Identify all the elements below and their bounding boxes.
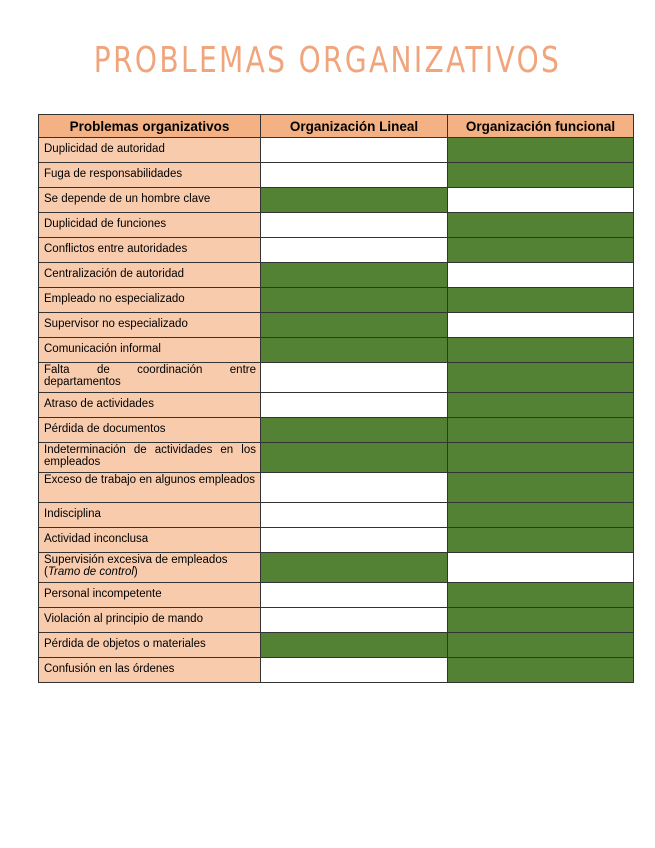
problem-cell: [39, 263, 261, 288]
problem-label: Indeterminación de actividades en los empleados: [44, 444, 256, 468]
problem-label: Duplicidad de autoridad: [44, 143, 165, 155]
table-row: [39, 338, 634, 363]
table-row: [39, 553, 634, 583]
problem-label: Empleado no especializado: [44, 293, 185, 305]
problem-cell: [39, 658, 261, 683]
funcional-cell: [448, 633, 634, 658]
lineal-cell: [261, 363, 448, 393]
problem-cell: [39, 363, 261, 393]
lineal-cell: [261, 393, 448, 418]
funcional-cell: [448, 443, 634, 473]
table-row: [39, 213, 634, 238]
problem-label: Exceso de trabajo en algunos empleados: [44, 474, 255, 486]
problem-label: Confusión en las órdenes: [44, 663, 175, 675]
table-row: [39, 528, 634, 553]
problem-cell: [39, 503, 261, 528]
problem-note: Tramo de control: [47, 566, 134, 578]
table-row: [39, 238, 634, 263]
lineal-cell: [261, 443, 448, 473]
lineal-cell: [261, 553, 448, 583]
table-row: [39, 658, 634, 683]
lineal-cell: [261, 473, 448, 503]
lineal-cell: [261, 138, 448, 163]
problem-label: Atraso de actividades: [44, 398, 154, 410]
problem-cell: [39, 213, 261, 238]
problems-table: [38, 114, 634, 683]
lineal-cell: [261, 188, 448, 213]
table-row: [39, 313, 634, 338]
table-body: [39, 138, 634, 683]
lineal-cell: [261, 528, 448, 553]
problem-label: Personal incompetente: [44, 588, 162, 600]
problem-cell: [39, 528, 261, 553]
table-row: [39, 363, 634, 393]
column-header-funcional: Organización funcional: [448, 115, 634, 138]
problem-cell: [39, 163, 261, 188]
funcional-cell: [448, 608, 634, 633]
table-row: [39, 163, 634, 188]
lineal-cell: [261, 418, 448, 443]
lineal-cell: [261, 338, 448, 363]
problem-label: Comunicación informal: [44, 343, 161, 355]
problem-cell: [39, 473, 261, 503]
lineal-cell: [261, 263, 448, 288]
problem-label: Supervisión excesiva de empleados: [44, 554, 228, 566]
table-row: [39, 263, 634, 288]
column-header-lineal: Organización Lineal: [261, 115, 448, 138]
funcional-cell: [448, 338, 634, 363]
problem-label: Actividad inconclusa: [44, 533, 149, 545]
problem-label: Supervisor no especializado: [44, 318, 188, 330]
problem-cell: [39, 138, 261, 163]
funcional-cell: [448, 473, 634, 503]
problem-cell: [39, 188, 261, 213]
table-row: [39, 633, 634, 658]
problem-label: Pérdida de objetos o materiales: [44, 638, 206, 650]
table-row: [39, 393, 634, 418]
problem-cell: [39, 313, 261, 338]
problem-label: Falta de coordinación entre departamentos: [44, 364, 256, 388]
table-row: [39, 288, 634, 313]
funcional-cell: [448, 583, 634, 608]
table-row: [39, 503, 634, 528]
funcional-cell: [448, 528, 634, 553]
problem-label: Fuga de responsabilidades: [44, 168, 183, 180]
problem-cell: [39, 583, 261, 608]
problem-cell: [39, 288, 261, 313]
problem-label: Se depende de un hombre clave: [44, 193, 211, 205]
funcional-cell: [448, 188, 634, 213]
table-row: [39, 473, 634, 503]
column-header-problems: Problemas organizativos: [39, 115, 261, 138]
problem-cell: [39, 338, 261, 363]
funcional-cell: [448, 418, 634, 443]
lineal-cell: [261, 238, 448, 263]
funcional-cell: [448, 363, 634, 393]
table-row: [39, 443, 634, 473]
lineal-cell: [261, 163, 448, 188]
lineal-cell: [261, 658, 448, 683]
lineal-cell: [261, 608, 448, 633]
lineal-cell: [261, 503, 448, 528]
lineal-cell: [261, 583, 448, 608]
problem-label: Duplicidad de funciones: [44, 218, 167, 230]
lineal-cell: [261, 288, 448, 313]
lineal-cell: [261, 213, 448, 238]
problem-cell: [39, 443, 261, 473]
table-row: [39, 608, 634, 633]
problem-label: Violación al principio de mando: [44, 613, 203, 625]
funcional-cell: [448, 658, 634, 683]
table-header-row: [39, 115, 634, 138]
lineal-cell: [261, 313, 448, 338]
problem-cell: [39, 633, 261, 658]
funcional-cell: [448, 503, 634, 528]
problem-cell: [39, 238, 261, 263]
funcional-cell: [448, 313, 634, 338]
funcional-cell: [448, 263, 634, 288]
funcional-cell: [448, 213, 634, 238]
problem-label: Conflictos entre autoridades: [44, 243, 188, 255]
problem-label: Pérdida de documentos: [44, 423, 166, 435]
problem-cell: [39, 418, 261, 443]
funcional-cell: [448, 138, 634, 163]
table-row: [39, 418, 634, 443]
problem-label: Indisciplina: [44, 508, 101, 520]
funcional-cell: [448, 553, 634, 583]
table-row: [39, 138, 634, 163]
problem-cell: Supervisión excesiva de empleados (Tramo de control): [39, 553, 261, 583]
problem-cell: [39, 608, 261, 633]
funcional-cell: [448, 393, 634, 418]
funcional-cell: [448, 163, 634, 188]
table-row: [39, 188, 634, 213]
problem-label: Centralización de autoridad: [44, 268, 185, 280]
funcional-cell: [448, 288, 634, 313]
lineal-cell: [261, 633, 448, 658]
page-title: PROBLEMAS ORGANIZATIVOS: [93, 40, 562, 81]
funcional-cell: [448, 238, 634, 263]
table-row: [39, 583, 634, 608]
problem-cell: [39, 393, 261, 418]
